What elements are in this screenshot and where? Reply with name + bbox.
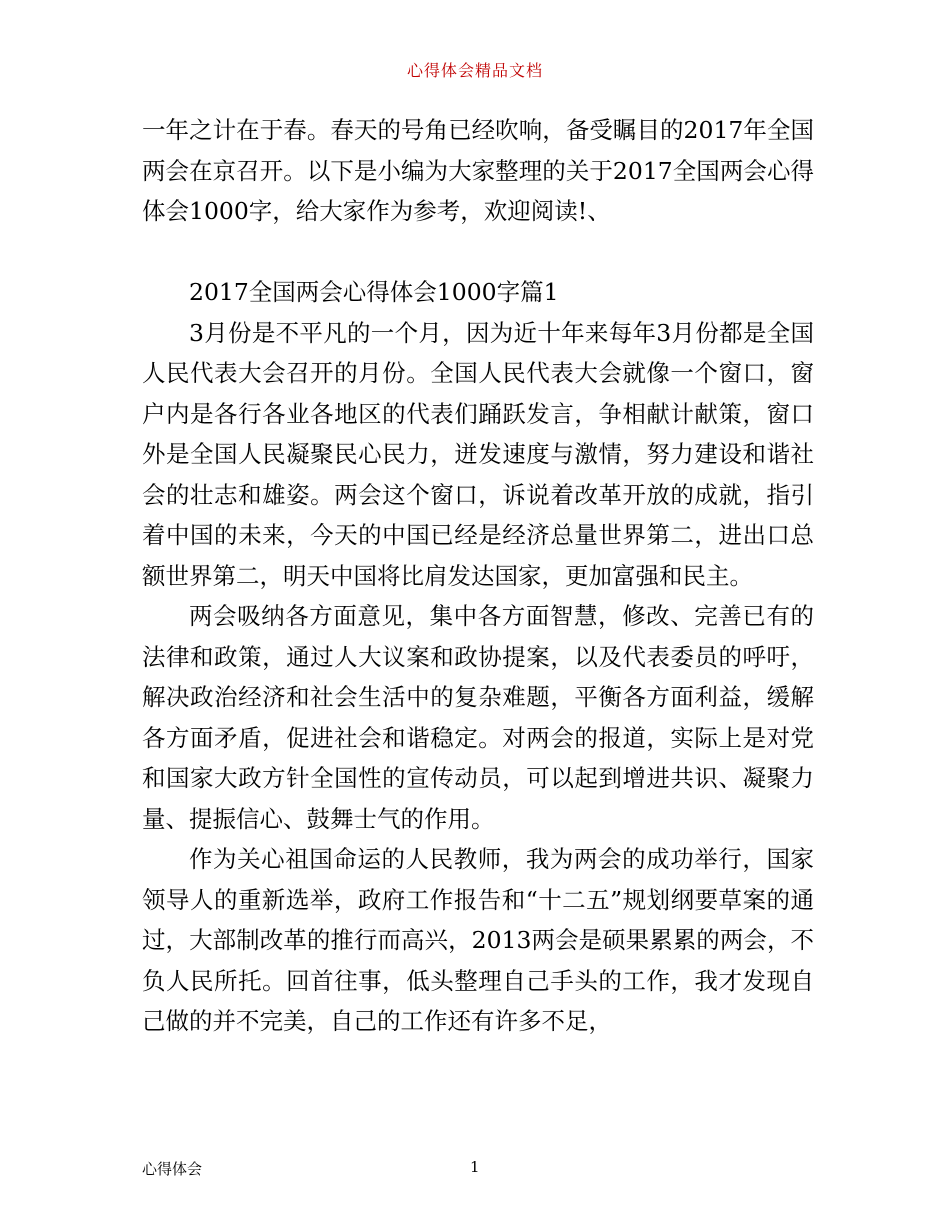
page-number: 1: [470, 1158, 480, 1176]
document-body: [142, 110, 814, 1042]
intro-paragraph: 一年之计在于春。春天的号角已经吹响，备受瞩目的2017年全国两会在京召开。以下是小编为大家整理的关于2017全国两会心得体会1000字，给大家作为参考，欢迎阅读!、: [142, 116, 814, 225]
paragraph-spacer: [142, 232, 814, 273]
footer-label: 心得体会: [142, 1160, 203, 1178]
section-title: 2017全国两会心得体会1000字篇1: [189, 278, 559, 306]
body-paragraph-2: 两会吸纳各方面意见，集中各方面智慧，修改、完善已有的法律和政策，通过人大议案和政协提案，以及代表委员的呼吁，解决政治经济和社会生活中的复杂难题，平衡各方面利益，缓解各方面矛盾，促进社会和谐稳定。对两会的报道，实际上是对党和国家大政方针全国性的宣传动员，可以起到增进共识、凝聚力量、提振信心、鼓舞士气的作用。: [142, 602, 814, 833]
header-title: 心得体会精品文档: [406, 61, 543, 80]
body-paragraph-1: 3月份是不平凡的一个月，因为近十年来每年3月份都是全国人民代表大会召开的月份。全国人民代表大会就像一个窗口，窗户内是各行各业各地区的代表们踊跃发言，争相献计献策，窗口外是全国人民凝聚民心民力，迸发速度与激情，努力建设和谐社会的壮志和雄姿。两会这个窗口，诉说着改革开放的成就，指引着中国的未来，今天的中国已经是经济总量世界第二，进出口总额世界第二，明天中国将比肩发达国家，更加富强和民主。: [142, 318, 814, 590]
body-paragraph-3: 作为关心祖国命运的人民教师，我为两会的成功举行，国家领导人的重新选举，政府工作报告和“十二五”规划纲要草案的通过，大部制改革的推行而高兴，2013两会是硕果累累的两会，不负人民所托。回首往事，低头整理自己手头的工作，我才发现自己做的并不完美，自己的工作还有许多不足，: [142, 845, 814, 1035]
